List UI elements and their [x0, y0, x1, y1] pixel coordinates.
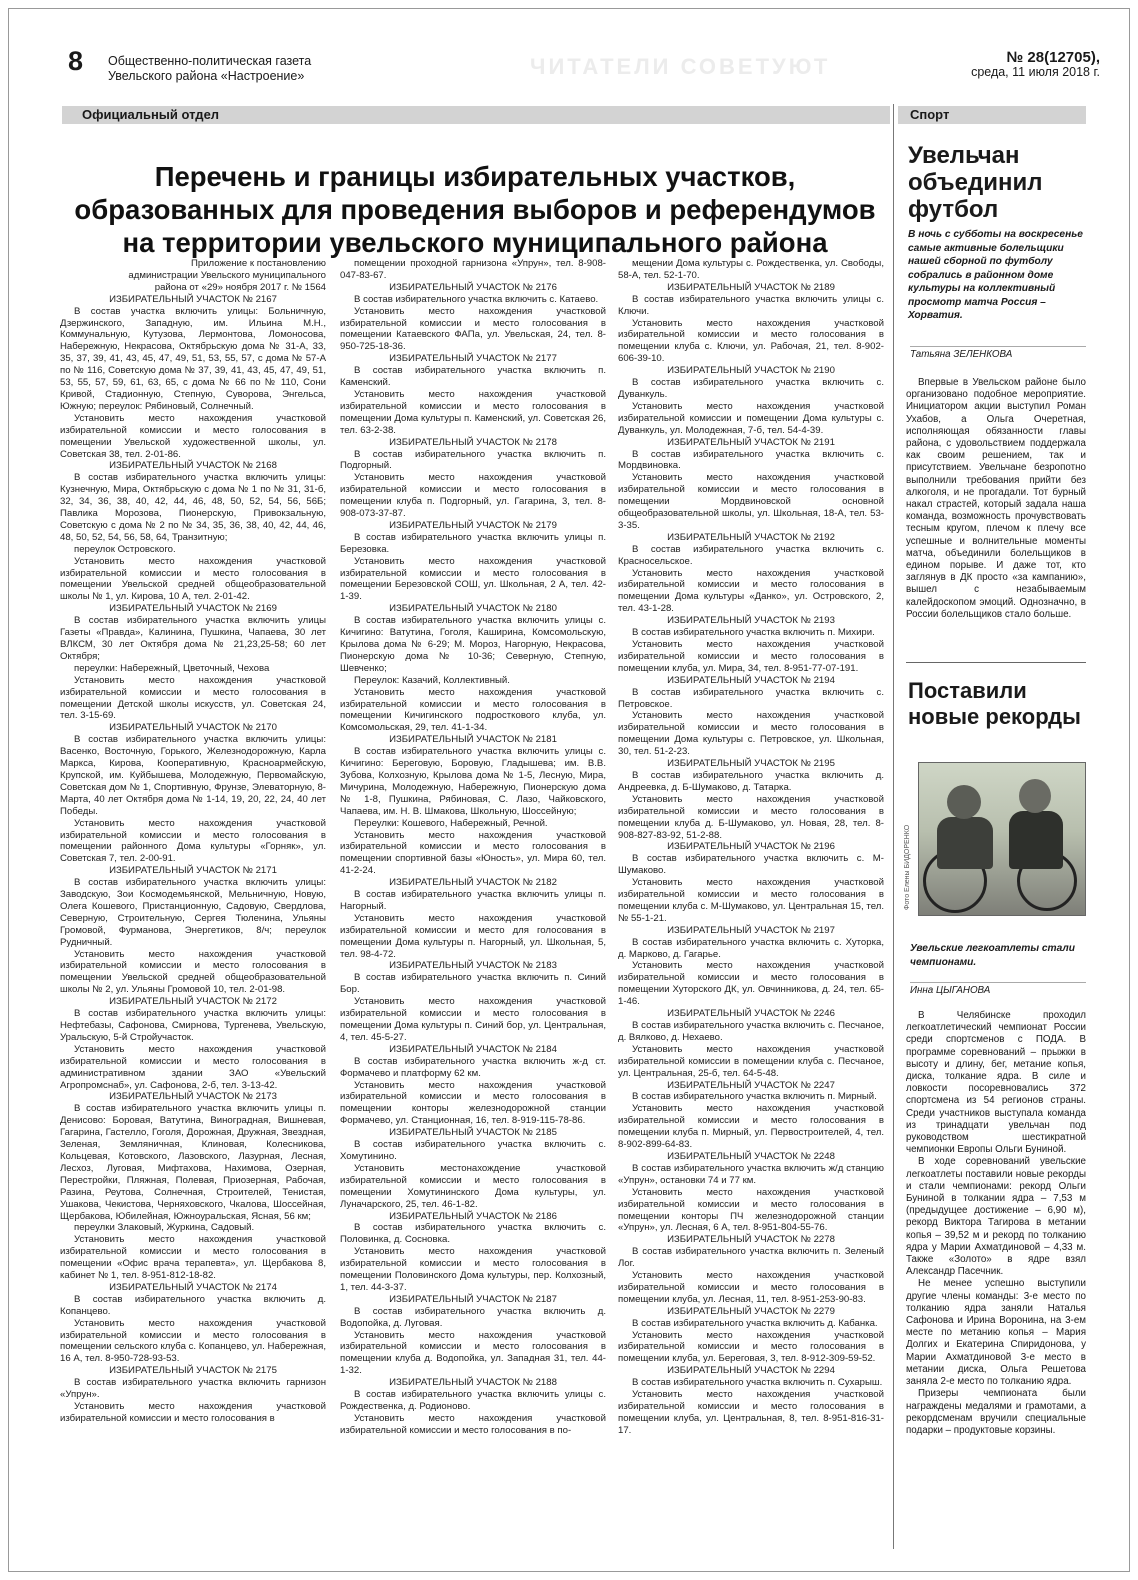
article-paragraph: В состав избирательного участка включить улицы: Заводскую, Зои Космодемьянской, Мельничную, Новую, Олега Кошевого, Пристанционную, Садовую, Свердлова, Северную, Строительную, Сергея Тюленина, Ульяны Громовой, Фурманова, Энергетиков, 8/ч; переулок Рудничный.: [60, 877, 326, 948]
article-column-3: [618, 258, 884, 1548]
appendix-note: Приложение к постановлению администрации Увельского муниципального района от «29» ноября 2017 г. № 1564: [128, 258, 326, 293]
article-paragraph: В состав избирательного участка включить п. Михири.: [632, 627, 875, 639]
polling-station-heading: ИЗБИРАТЕЛЬНЫЙ УЧАСТОК № 2195: [667, 758, 835, 770]
article-paragraph: Установить местонахождение участковой избирательной комиссии и место голосования в помещении Хомутининского Дома культуры, ул. Луначарского, 25, тел. 46-1-82.: [340, 1162, 606, 1210]
article-paragraph: В состав избирательного участка включить ж-д ст. Формачево и платформу 62 км.: [340, 1055, 606, 1079]
article-paragraph: Установить место нахождения участковой избирательной комиссии и место голосования в помещении Березовской СОШ, ул. Школьная, 2 А, тел. 42-1-39.: [340, 555, 606, 603]
article-paragraph: В состав избирательного участка включить п. Каменский.: [340, 365, 606, 389]
article-paragraph: Установить место нахождения участковой избирательной комиссии и место голосования в помещении Дома культуры п. Синий бор, ул. Центральная, 4, тел. 45-5-27.: [340, 996, 606, 1043]
article-paragraph: В состав избирательного участка включить п. Сухарыш.: [632, 1377, 883, 1389]
article-paragraph: В состав избирательного участка включить улицы: Кузнечную, Мира, Октябрьскую с дома № 1 по № 31, 31-б, 32, 34, 36, 38, 40, 42, 44, 46, 48, 50, 52, 54, 56, 56Б; Павлика Морозова, Пионерскую, Привокзальную, Советскую с дома № 2 по № 34, 35, 36, 38, 40, 42, 44, 46, 48, 50, 52, 54, 56, 58, 64, Транзитную;: [60, 472, 326, 543]
athlete-figure: [1009, 811, 1063, 869]
polling-station-heading: ИЗБИРАТЕЛЬНЫЙ УЧАСТОК № 2294: [667, 1365, 835, 1377]
author-records: Инна ЦЫГАНОВА: [910, 982, 1086, 996]
article-paragraph: В состав избирательного участка включить улицы с. Кичигино: Ватутина, Гоголя, Каширина, Комсомольскую, Крылова дома № 6-29; М. Мороз, Нагорную, Некрасова, Пионерскую дома № 10-36; Северную, Степную, Шевченко;: [340, 615, 606, 674]
article-paragraph: Установить место нахождения участковой избирательной комиссии и место голосования в по-: [340, 1412, 606, 1436]
article-paragraph: В состав избирательного участка включить улицы с. Кичигино: Береговую, Боровую, Гладышева; им. В.В. Зубова, Колхозную, Крылова дома № 1-5, Лесную, Мира, Мичурина, Молодежную, Набережную, Пионерскую дома № 1-8, Пушкина, Рябиновая, С. Лазо, Чайковского, Чапаева, им. Н. В. Шмакова, Школьную, Шоссейную;: [340, 746, 606, 817]
article-paragraph: Установить место нахождения участковой избирательной комиссии и место голосования в помещении Катаевского ФАПа, ул. Увельская, 24, тел. 8-950-725-18-36.: [340, 305, 606, 353]
article-paragraph: В состав избирательного участка включить д. Кабанка.: [632, 1317, 878, 1329]
article-paragraph: Установить место нахождения участковой избирательной комиссии и место голосования в помещении клуба, ул. Лесная, 11, тел. 8-951-253-90-83.: [618, 1270, 884, 1305]
article-paragraph: Установить место нахождения участковой избирательной комиссии и место голосования в помещении сельского клуба с. Копанцево, ул. Набережная, 16 А, тел. 8-950-728-93-53.: [60, 1317, 326, 1365]
article-paragraph: Установить место нахождения участковой избирательной комиссии и помещении Дома культуры с. Дуванкуль, ул. Молодежная, 7-б, тел. 54-4-39.: [618, 400, 884, 436]
article-paragraph: В состав избирательного участка включить с. Хомутинино.: [340, 1139, 606, 1162]
article-paragraph: Установить место нахождения участковой избирательной комиссии и место голосования в помещении клуба, ул. Мира, 34, тел. 8-951-77-07-191.: [618, 639, 884, 674]
article-paragraph: В состав избирательного участка включить гарнизон «Упрун».: [60, 1377, 326, 1401]
polling-station-heading: ИЗБИРАТЕЛЬНЫЙ УЧАСТОК № 2169: [109, 603, 277, 615]
polling-station-heading: ИЗБИРАТЕЛЬНЫЙ УЧАСТОК № 2184: [389, 1043, 557, 1055]
polling-station-heading: ИЗБИРАТЕЛЬНЫЙ УЧАСТОК № 2171: [109, 865, 277, 877]
column-divider: [893, 104, 894, 1549]
article-paragraph: В состав избирательного участка включить п. Подгорный.: [340, 448, 606, 472]
polling-station-heading: ИЗБИРАТЕЛЬНЫЙ УЧАСТОК № 2188: [389, 1377, 557, 1389]
polling-station-heading: ИЗБИРАТЕЛЬНЫЙ УЧАСТОК № 2246: [667, 1008, 835, 1020]
article-paragraph: мещении Дома культуры с. Рождественка, ул. Свободы, 58-А, тел. 52-1-70.: [618, 258, 884, 281]
polling-station-heading: ИЗБИРАТЕЛЬНЫЙ УЧАСТОК № 2182: [389, 877, 557, 889]
main-article-title: Перечень и границы избирательных участков, образованных для проведения выборов и референдумов на территории увельского муниципального района: [74, 161, 876, 259]
author-football: Татьяна ЗЕЛЕНКОВА: [910, 346, 1086, 360]
issue-info: [971, 50, 1100, 80]
article-paragraph: переулки Злаковый, Журкина, Садовый.: [74, 1222, 255, 1234]
article-paragraph: В состав избирательного участка включить с. Дуванкуль.: [618, 377, 884, 400]
article-paragraph: Установить место нахождения участковой избирательной комиссии и место голосования в помещении Половинского Дома культуры, пер. Колхозный, 1, тел. 44-3-37.: [340, 1246, 606, 1293]
polling-station-heading: ИЗБИРАТЕЛЬНЫЙ УЧАСТОК № 2194: [667, 674, 835, 686]
article-paragraph: Не менее успешно выступили другие члены команды: 3-е место по толканию ядра заняли Наталья Сафонова и Ирина Воронина, на 3-ем месте по метанию копья – Мария Долгих и Екатерина Спиридонова, у Марии Ахматдиновой 3-е место в метании диска, Ольга Решетова заняла 2-е место по толканию ядра.: [906, 1278, 1086, 1388]
article-column-1: [60, 258, 326, 1548]
polling-station-heading: ИЗБИРАТЕЛЬНЫЙ УЧАСТОК № 2191: [667, 436, 835, 448]
polling-station-heading: ИЗБИРАТЕЛЬНЫЙ УЧАСТОК № 2186: [389, 1210, 557, 1222]
article-paragraph: В состав избирательного участка включить улицы п. Нагорный.: [340, 889, 606, 912]
article-paragraph: Установить место нахождения участковой избирательной комиссии и место голосования в помещении спортивной базы «Юность», ул. Мира 60, тел. 41-2-24.: [340, 829, 606, 877]
article-paragraph: Установить место нахождения участковой избирательной комиссии и место голосования в помещении Детской школы искусств, ул. Советская 24, тел. 3-15-69.: [60, 674, 326, 722]
polling-station-heading: ИЗБИРАТЕЛЬНЫЙ УЧАСТОК № 2185: [389, 1127, 557, 1139]
article-paragraph: Переулок: Казачий, Коллективный.: [354, 674, 510, 686]
article-paragraph: Установить место нахождения участковой избирательной комиссии и место голосования в помещении «Офис врача терапевта», ул. Щербакова 8, кабинет № 1, тел. 8-951-812-18-82.: [60, 1234, 326, 1282]
polling-station-heading: ИЗБИРАТЕЛЬНЫЙ УЧАСТОК № 2175: [109, 1365, 277, 1377]
article-paragraph: Установить место нахождения участковой избирательной комиссии и место голосования в помещении клуба п. Подгорный, ул. Гагарина, 3, тел. 8-908-073-37-87.: [340, 472, 606, 520]
article-column-2: [340, 258, 606, 1548]
article-paragraph: Установить место нахождения участковой избирательной комиссии и место голосования в помещении клуба д. Водопойка, ул. Западная 31, тел. 44-1-32.: [340, 1329, 606, 1377]
polling-station-heading: ИЗБИРАТЕЛЬНЫЙ УЧАСТОК № 2187: [389, 1293, 557, 1305]
article-paragraph: В состав избирательного участка включить улицы п. Денисово: Боровая, Ватутина, Виноградная, Вишневая, Гагарина, Гастелло, Гоголя, Дорожная, Дружная, Звездная, Зеленая, Земляничная, Клиновая, Колесникова, Кольцевая, Котовского, Лазовского, Лазурная, Лесная, Лесхоз, Луговая, Мифтахова, Нахимова, Озерная, Перестройки, Пляжная, Полевая, Приозерная, Рабочая, Разина, Реутова, Солнечная, Строителей, Тенистая, Ушакова, Чекистова, Черняховского, Чкалова, Шоссейная, Щербакова, Юбилейная, Южноуральская, Ясная, 56 км;: [60, 1103, 326, 1222]
article-paragraph: В состав избирательного участка включить п. Зеленый Лог.: [618, 1246, 884, 1270]
article-paragraph: В состав избирательного участка включить д. Водопойка, д. Луговая.: [340, 1305, 606, 1329]
polling-station-heading: ИЗБИРАТЕЛЬНЫЙ УЧАСТОК № 2189: [667, 281, 835, 293]
article-paragraph: Установить место нахождения участковой избирательной комиссии и место голосования в помещении клуба, ул. Береговая, 3, тел. 8-912-309-59-52.: [618, 1329, 884, 1365]
article-paragraph: В состав избирательного участка включить с. Песчаное, д. Вялково, д. Нехаево.: [618, 1020, 884, 1043]
polling-station-heading: ИЗБИРАТЕЛЬНЫЙ УЧАСТОК № 2174: [109, 1281, 277, 1293]
polling-station-heading: ИЗБИРАТЕЛЬНЫЙ УЧАСТОК № 2278: [667, 1234, 835, 1246]
article-paragraph: Установить место нахождения участковой избирательной комиссии и место голосования в помещении районного Дома культуры «Горняк», ул. Советская 7, тел. 2-00-91.: [60, 817, 326, 865]
photo-caption: Увельские легкоатлеты стали чемпионами.: [910, 943, 1075, 968]
polling-station-heading: ИЗБИРАТЕЛЬНЫЙ УЧАСТОК № 2168: [109, 460, 277, 472]
article-paragraph: Установить место нахождения участковой избирательной комиссии и место голосования в помещении Мордвиновской основной общеобразовательной школы, ул. Школьная, 18-А, тел. 53-3-35.: [618, 472, 884, 531]
photo-credit: Фото Елены БИДОРЕНКО: [904, 824, 911, 910]
article-paragraph: Установить место нахождения участковой избирательной комиссии и место голосования в помещении Хуторского ДК, ул. Овчинникова, д. 24, тел. 65-1-46.: [618, 960, 884, 1008]
polling-station-heading: ИЗБИРАТЕЛЬНЫЙ УЧАСТОК № 2193: [667, 615, 835, 627]
article-paragraph: Установить место нахождения участковой избирательной комиссии и место голосования в помещении конторы железнодорожной станции Формачево, ул. Станционная, 16, тел. 8-919-115-78-86.: [340, 1079, 606, 1127]
article-paragraph: Призеры чемпионата были награждены медалями и грамотами, а рекордсменам вручили специальные подарки – продуктовые корзины.: [906, 1388, 1086, 1436]
issue-date: среда, 11 июля 2018 г.: [971, 65, 1100, 79]
article-paragraph: Установить место нахождения участковой избирательной комиссии и место голосования в помещении Дома культуры с. Петровское, ул. Школьная, 30, тел. 51-2-23.: [618, 710, 884, 758]
article-paragraph: Установить место нахождения участковой избирательной комиссии и место голосования в помещении клуба, ул. Центральная, 8, тел. 8-951-816-31-17.: [618, 1389, 884, 1436]
polling-station-heading: ИЗБИРАТЕЛЬНЫЙ УЧАСТОК № 2176: [389, 281, 557, 293]
polling-station-heading: ИЗБИРАТЕЛЬНЫЙ УЧАСТОК № 2172: [109, 996, 277, 1008]
article-paragraph: В состав избирательного участка включить с. Половинка, д. Сосновка.: [340, 1222, 606, 1246]
article-paragraph: В состав избирательного участка включить с. Петровское.: [618, 686, 884, 710]
polling-station-heading: ИЗБИРАТЕЛЬНЫЙ УЧАСТОК № 2173: [109, 1091, 277, 1103]
article-paragraph: В состав избирательного участка включить п. Синий Бор.: [340, 972, 606, 996]
publication-info: [108, 54, 311, 84]
article-paragraph: помещении проходной гарнизона «Упрун», тел. 8-908-047-83-67.: [340, 258, 606, 281]
article-paragraph: Установить место нахождения участковой избирательной комиссии в помещении клуба с. Песчаное, ул. Центральная, 25-б, тел. 64-5-48.: [618, 1043, 884, 1079]
article-paragraph: Установить место нахождения участковой избирательной комиссии и место голосования в помещении Кичигинского подросткового клуба, ул. Комсомольская, 29, тел. 41-1-34.: [340, 686, 606, 734]
athlete-figure: [937, 817, 993, 869]
polling-station-heading: ИЗБИРАТЕЛЬНЫЙ УЧАСТОК № 2279: [667, 1305, 835, 1317]
polling-station-heading: ИЗБИРАТЕЛЬНЫЙ УЧАСТОК № 2177: [389, 353, 557, 365]
sport-divider: [906, 662, 1086, 663]
sport-body-records: [906, 1010, 1086, 1437]
article-paragraph: В ходе соревнований увельские легкоатлеты поставили новые рекорды и стали чемпионами: рекорд Ольги Буниной в толкании ядра – 7,53 м (предыдущее достижение – 6,90 м), рекорд Виктора Тагирова в метании копья – 39,52 м и рекорд по толканию ядра у Марии Ахматдиновой – 4,33 м. Также «Золото» в ядре взял Александр Пасечник.: [906, 1156, 1086, 1278]
article-paragraph: В состав избирательного участка включить улицы Газеты «Правда», Калинина, Пушкина, Чапаева, 30 лет ВЛКСМ, 30 лет Октября дома № 21,23,25-58; 60 лет Октября;: [60, 615, 326, 662]
polling-station-heading: ИЗБИРАТЕЛЬНЫЙ УЧАСТОК № 2196: [667, 841, 835, 853]
article-paragraph: Установить место нахождения участковой избирательной комиссии и место голосования в: [60, 1401, 326, 1424]
athletes-photo: [918, 762, 1086, 916]
ghost-header-text: ЧИТАТЕЛИ СОВЕТУЮТ: [530, 54, 831, 79]
publication-line-2: Увельского района «Настроение»: [108, 69, 305, 83]
article-paragraph: Установить место нахождения участковой избирательной комиссии и место голосования в помещении конторы ПЧ железнодорожной станции «Упрун», ул. Лесная, 6 А, тел. 8-951-804-55-76.: [618, 1186, 884, 1234]
article-paragraph: В состав избирательного участка включить п. Мирный.: [632, 1091, 877, 1103]
polling-station-heading: ИЗБИРАТЕЛЬНЫЙ УЧАСТОК № 2180: [389, 603, 557, 615]
article-paragraph: Установить место нахождения участковой избирательной комиссии и место голосования в помещении Увельской художественной школы, ул. Советская 38, тел. 2-01-86.: [60, 412, 326, 460]
article-paragraph: В состав избирательного участка включить улицы с. Ключи.: [618, 293, 884, 317]
article-paragraph: В состав избирательного участка включить ж/д станцию «Упрун», остановки 74 и 77 км.: [618, 1162, 884, 1186]
article-paragraph: В состав избирательного участка включить с. Катаево.: [354, 293, 599, 305]
article-paragraph: Установить место нахождения участковой избирательной комиссии и место голосования в помещении Дома культуры п. Каменский, ул. Советская 26, тел. 63-2-38.: [340, 388, 606, 436]
article-paragraph: Установить место нахождения участковой избирательной комиссии и место для голосования в помещении Дома культуры п. Нагорный, ул. Школьная, 5, тел. 98-4-72.: [340, 912, 606, 960]
article-paragraph: В состав избирательного участка включить с. Красносельское.: [618, 543, 884, 567]
polling-station-heading: ИЗБИРАТЕЛЬНЫЙ УЧАСТОК № 2181: [389, 734, 557, 746]
sport-headline-records: Поставили новые рекорды: [908, 678, 1081, 729]
section-bar-sport: Спорт: [898, 106, 1086, 124]
polling-station-heading: ИЗБИРАТЕЛЬНЫЙ УЧАСТОК № 2179: [389, 519, 557, 531]
polling-station-heading: ИЗБИРАТЕЛЬНЫЙ УЧАСТОК № 2192: [667, 531, 835, 543]
issue-number: № 28(12705),: [1006, 49, 1100, 66]
publication-line-1: Общественно-политическая газета: [108, 54, 312, 68]
section-bar-official: Официальный отдел: [62, 106, 890, 124]
athlete-head: [947, 785, 981, 819]
article-paragraph: В состав избирательного участка включить улицы: Нефтебазы, Сафонова, Смирнова, Тургенева, Увельскую, Уральскую, 5-й Стройучасток.: [60, 1008, 326, 1043]
polling-station-heading: ИЗБИРАТЕЛЬНЫЙ УЧАСТОК № 2183: [389, 960, 557, 972]
article-paragraph: В состав избирательного участка включить д. Копанцево.: [60, 1293, 326, 1317]
article-paragraph: Переулки: Кошевого, Набережный, Речной.: [354, 817, 548, 829]
polling-station-heading: ИЗБИРАТЕЛЬНЫЙ УЧАСТОК № 2247: [667, 1079, 835, 1091]
article-paragraph: Установить место нахождения участковой избирательной комиссии и место голосования в административном здании ЗАО «Увельский Агропромснаб», ул. Сафонова, 2-б, тел. 3-13-42.: [60, 1043, 326, 1091]
article-paragraph: В состав избирательного участка включить улицы: Васенко, Восточную, Горького, Железнодорожную, Карла Маркса, Кирова, Кооперативную, Красноармейскую, Крупской, им. Куйбышева, Молодежную, Первомайскую, Советская дом № 1, Спортивную, Фрунзе, Элеваторную, 8-Марта, 40 лет Октября дома № 1-14, 19, 20, 22, 24, 40 лет Победы.: [60, 734, 326, 817]
article-paragraph: Установить место нахождения участковой избирательной комиссии и место голосования в помещении Увельской средней общеобразовательной школы № 1, ул. Кирова, 10 А, тел. 2-01-42.: [60, 555, 326, 603]
page-header: [60, 46, 1100, 92]
article-paragraph: В состав участка включить улицы: Больничную, Дзержинского, Западную, им. Ильина М.Н., Коммунальную, Кутузова, Лермонтова, Ломоносова, Набережную, Некрасова, Октябрьскую дома № 31-А, 33, 35, 37, 39, 41, 43, 45, 47, 49, 51, 53, 55, 57, с дома № 57-А по № 116, Советскую дома № 37, 39, 41, 43, 45, 47, 49, 51, 53, 55, 57, 59, 61, 63, 65, с дома № 66 по № 110, Сони Кривой, Стадионную, Степную, Суворова, Энгельса, Южную; переулок: Рябиновый, Солнечный.: [60, 305, 326, 412]
polling-station-heading: ИЗБИРАТЕЛЬНЫЙ УЧАСТОК № 2190: [667, 365, 835, 377]
polling-station-heading: ИЗБИРАТЕЛЬНЫЙ УЧАСТОК № 2170: [109, 722, 277, 734]
athlete-head: [1019, 779, 1051, 813]
article-paragraph: Установить место нахождения участковой избирательной комиссии и место голосования в помещении Дома культуры «Данко», ул. Островского, 2, тел. 43-1-28.: [618, 567, 884, 615]
article-paragraph: Установить место нахождения участковой избирательной комиссии и место голосования в помещении клуба с. Ключи, ул. Рабочая, 21, тел. 8-902-606-39-10.: [618, 317, 884, 365]
sport-headline-football: Увельчан объединил футбол: [908, 142, 1043, 223]
polling-station-heading: ИЗБИРАТЕЛЬНЫЙ УЧАСТОК № 2178: [389, 436, 557, 448]
polling-station-heading: ИЗБИРАТЕЛЬНЫЙ УЧАСТОК № 2197: [667, 924, 835, 936]
sport-body-football: [906, 377, 1086, 621]
article-paragraph: Установить место нахождения участковой избирательной комиссии и место голосования в помещении клуба п. Мирный, ул. Первостроителей, 4, тел. 8-902-899-64-83.: [618, 1103, 884, 1151]
article-paragraph: Установить место нахождения участковой избирательной комиссии и место голосования в помещении клуба с. М-Шумаково, ул. Центральная 15, тел. № 55-1-21.: [618, 877, 884, 924]
article-paragraph: В состав избирательного участка включить улицы п. Березовка.: [340, 531, 606, 555]
polling-station-heading: ИЗБИРАТЕЛЬНЫЙ УЧАСТОК № 2248: [667, 1150, 835, 1162]
article-paragraph: В состав избирательного участка включить улицы с. Рождественка, д. Родионово.: [340, 1389, 606, 1412]
sport-lead-football: В ночь с субботы на воскресенье самые активные болельщики нашей сборной по футболу собрались в районном доме культуры на коллективный просмотр матча Россия – Хорватия.: [908, 229, 1083, 321]
polling-station-heading: ИЗБИРАТЕЛЬНЫЙ УЧАСТОК № 2167: [109, 293, 277, 305]
article-paragraph: В Челябинске проходил легкоатлетический чемпионат России среди спортсменов с ПОДА. В программе соревнований – прыжки в высоту и длину, бег, метание копья, диска, толкание ядра. В силе и ловкости посоревновались 372 спортсмена из 54 регионов страны. Среди участников выступала команда из тринадцати увельчан под руководством шестикратной чемпионки Европы Ольги Буниной.: [906, 1010, 1086, 1156]
article-paragraph: Установить место нахождения участковой избирательной комиссии и место голосования в помещении Увельской средней общеобразовательной школы № 2, ул. Ульяны Громовой 10, тел. 2-01-98.: [60, 948, 326, 996]
page-number: 8: [68, 46, 84, 76]
article-paragraph: В состав избирательного участка включить д. Андреевка, д. Б-Шумаково, д. Татарка.: [618, 769, 884, 793]
article-paragraph: Впервые в Увельском районе было организовано подобное мероприятие. Инициатором акции выступил Роман Ухабов, а Ольга Очеретная, исполняющая обязанности главы района, с удовольствием поддержала как своим решением, так и присутствием. Увельчане безропотно выполнили требования прийти без алкоголя, и не прогадали. Тот бурный накал страстей, который задала наша команда, возможность прочувствовать тесным кругом, плечом к плечу все успешные и волнительные моменты матча, объединили болельщиков в едином порыве. И даже тот, кто заглянув в ДК просто «за кампанию», вышел с незабываемым калейдоскопом эмоций. Однозначно, в России болельщиков стало больше.: [906, 377, 1086, 620]
article-paragraph: Установить место нахождения участковой избирательной комиссии и место голосования в помещении клуба д. Б-Шумаково, ул. Новая, 28, тел. 8-908-827-83-92, 51-2-88.: [618, 793, 884, 841]
article-paragraph: В состав избирательного участка включить с. Хуторка, д. Марково, д. Гагарье.: [618, 936, 884, 960]
article-paragraph: переулки: Набережный, Цветочный, Чехова: [74, 662, 270, 674]
article-paragraph: В состав избирательного участка включить с. М-Шумаково.: [618, 853, 884, 877]
article-paragraph: В состав избирательного участка включить с. Мордвиновка.: [618, 448, 884, 472]
article-paragraph: переулок Островского.: [74, 543, 176, 555]
